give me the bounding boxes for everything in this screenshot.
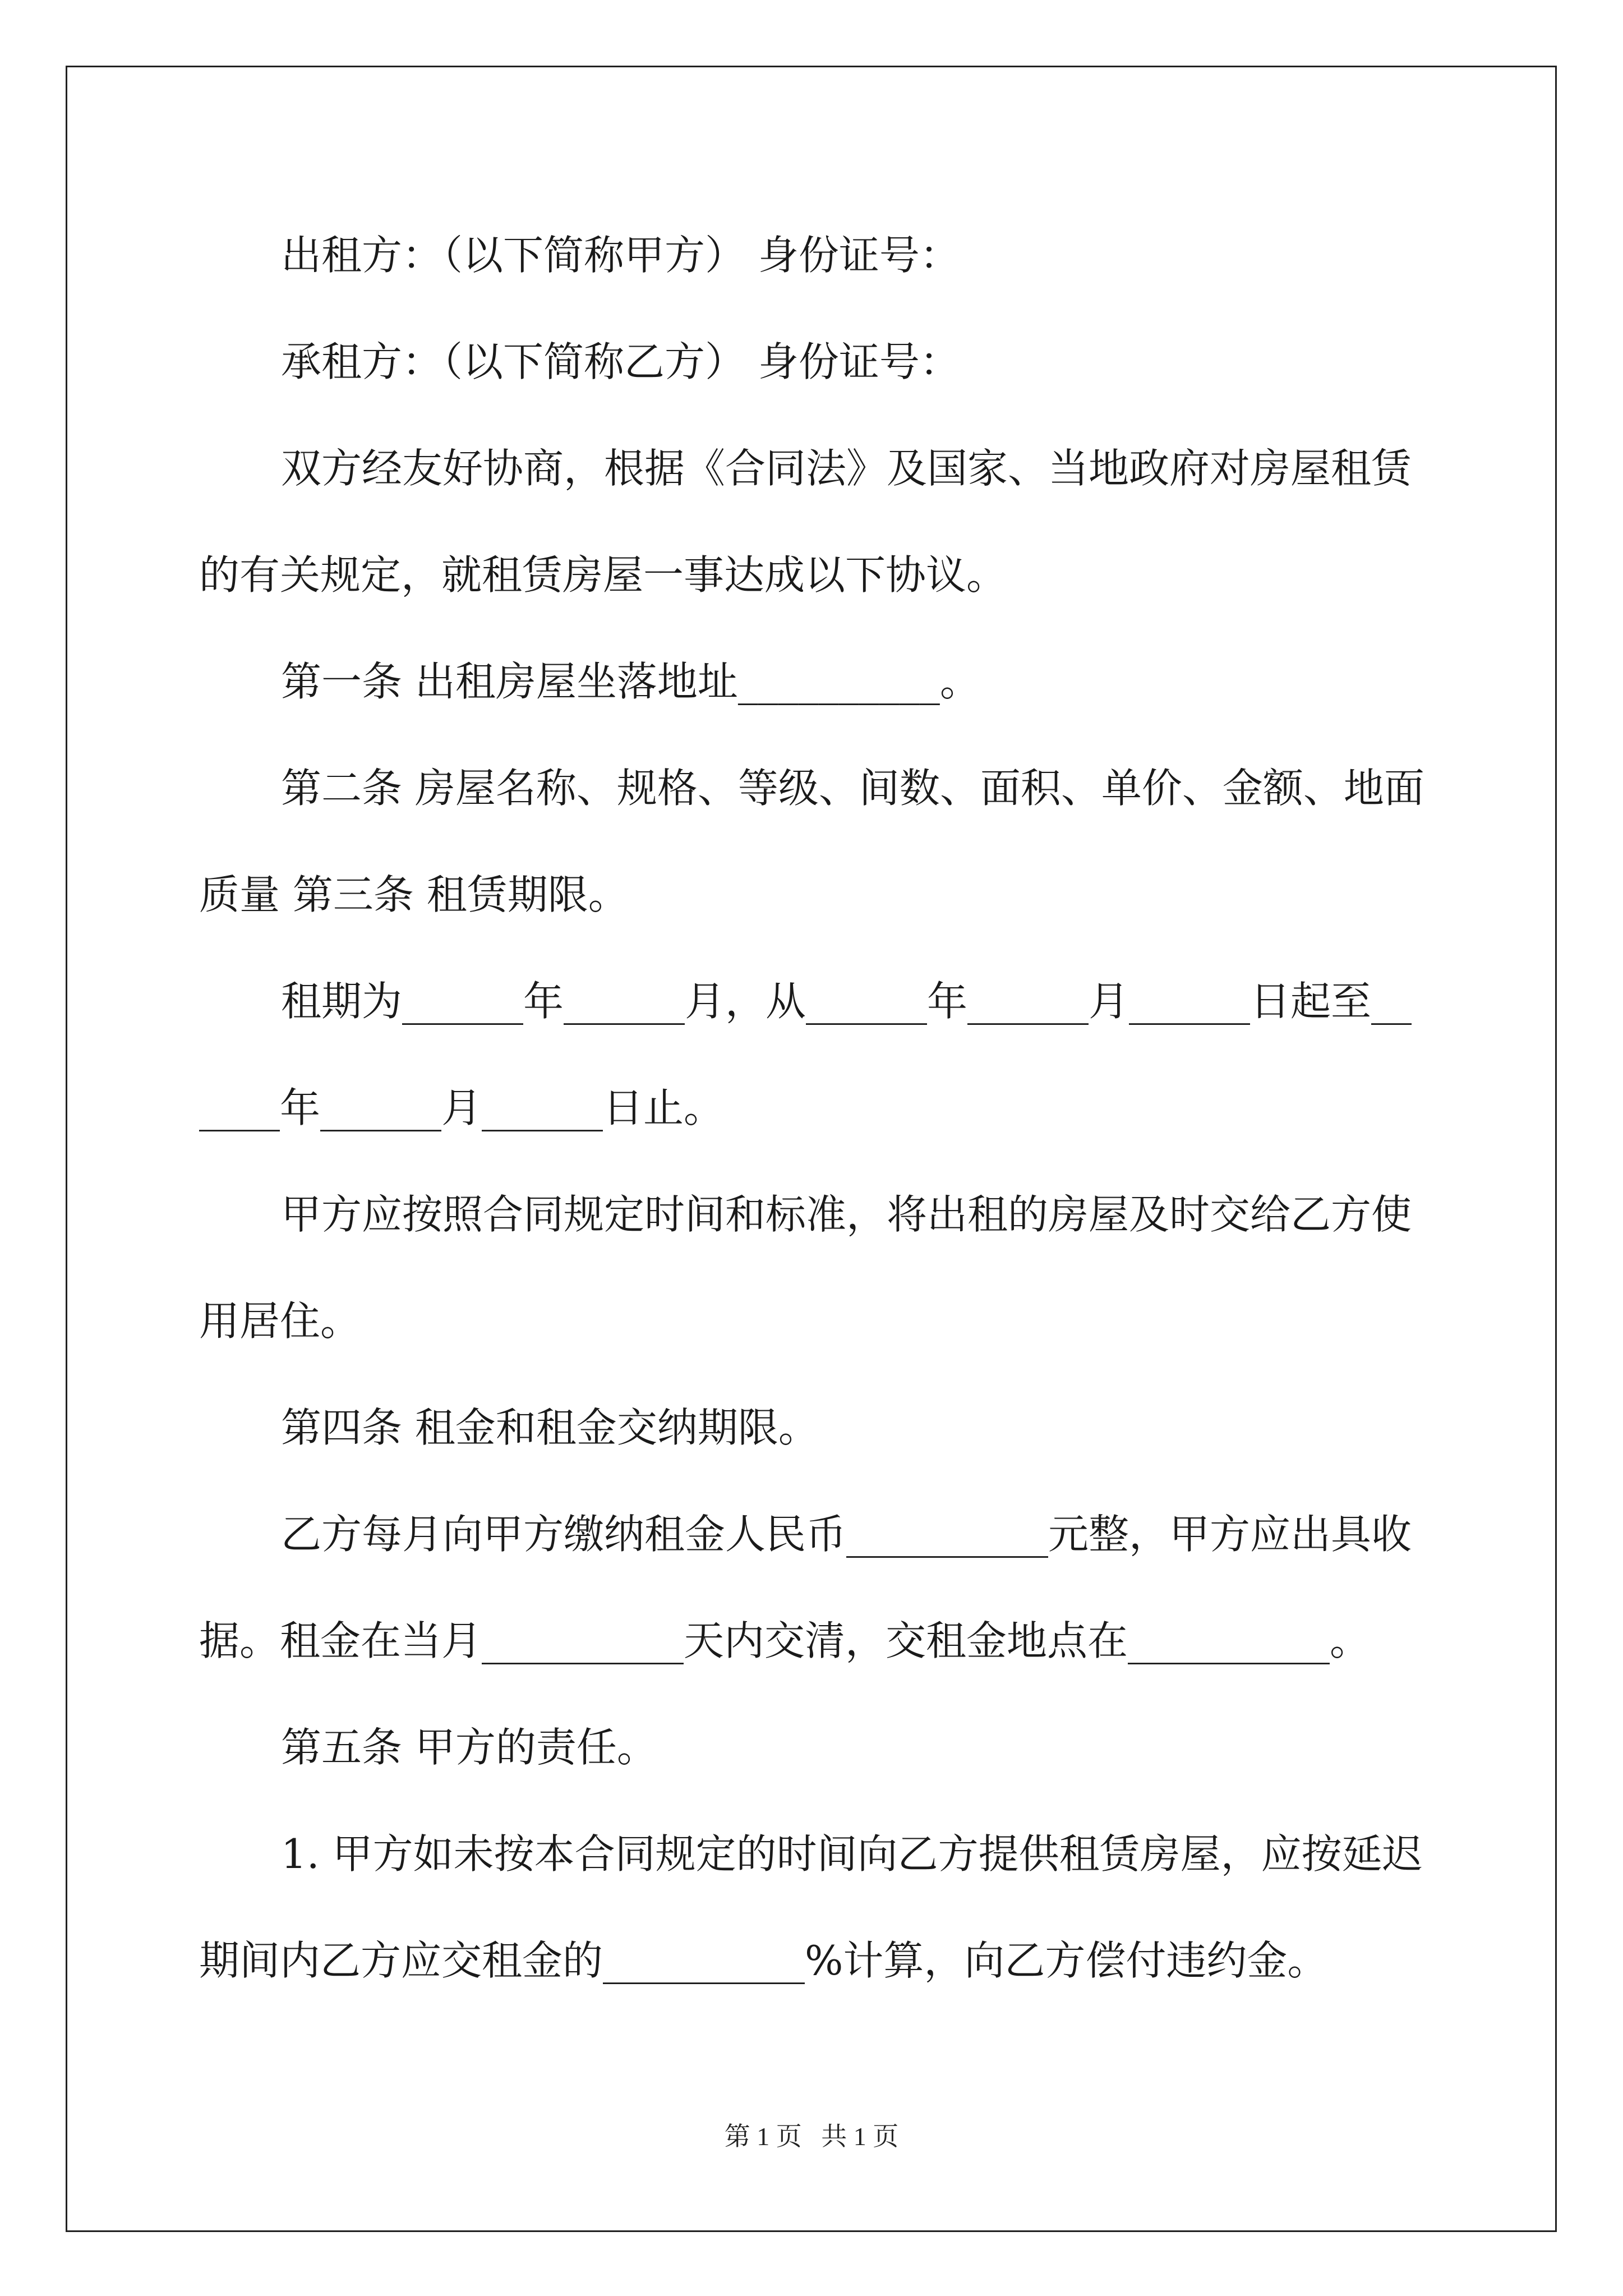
page-footer: 第 1 页 共 1 页 xyxy=(724,2122,899,2151)
lessor-line: 出租方：（以下简称甲方） 身份证号： xyxy=(281,232,960,279)
rent-line-2: 据。租金在当月__________天内交清，交租金地点在__________。 xyxy=(199,1617,1371,1664)
delivery-line-2: 用居住。 xyxy=(199,1297,361,1345)
clause-1-line-1: 1. 甲方如未按本合同规定的时间向乙方提供租赁房屋，应按延迟 xyxy=(281,1830,1423,1878)
clause-1-line-2: 期间内乙方应交租金的__________%计算，向乙方偿付违约金。 xyxy=(199,1937,1328,1984)
article-2-line-2: 质量 第三条 租赁期限。 xyxy=(199,871,629,918)
lease-term-line-2: ____年______月______日止。 xyxy=(199,1084,725,1131)
article-4-title: 第四条 租金和租金交纳期限。 xyxy=(281,1404,819,1451)
paragraph-intro-line-1: 双方经友好协商，根据《合同法》及国家、当地政府对房屋租赁 xyxy=(281,445,1412,492)
article-1-line: 第一条 出租房屋坐落地址__________。 xyxy=(281,658,980,705)
article-5-title: 第五条 甲方的责任。 xyxy=(281,1724,657,1771)
lease-term-line-1: 租期为______年______月，从______年______月______日起至__ xyxy=(281,978,1412,1025)
paragraph-intro-line-2: 的有关规定，就租赁房屋一事达成以下协议。 xyxy=(199,551,1007,599)
article-2-line-1: 第二条 房屋名称、规格、等级、间数、面积、单价、金额、地面 xyxy=(281,765,1424,812)
delivery-line-1: 甲方应按照合同规定时间和标准，将出租的房屋及时交给乙方使 xyxy=(281,1191,1412,1238)
rent-line-1: 乙方每月向甲方缴纳租金人民币__________元整，甲方应出具收 xyxy=(281,1511,1412,1558)
lessee-line: 承租方：（以下简称乙方） 身份证号： xyxy=(281,338,960,385)
